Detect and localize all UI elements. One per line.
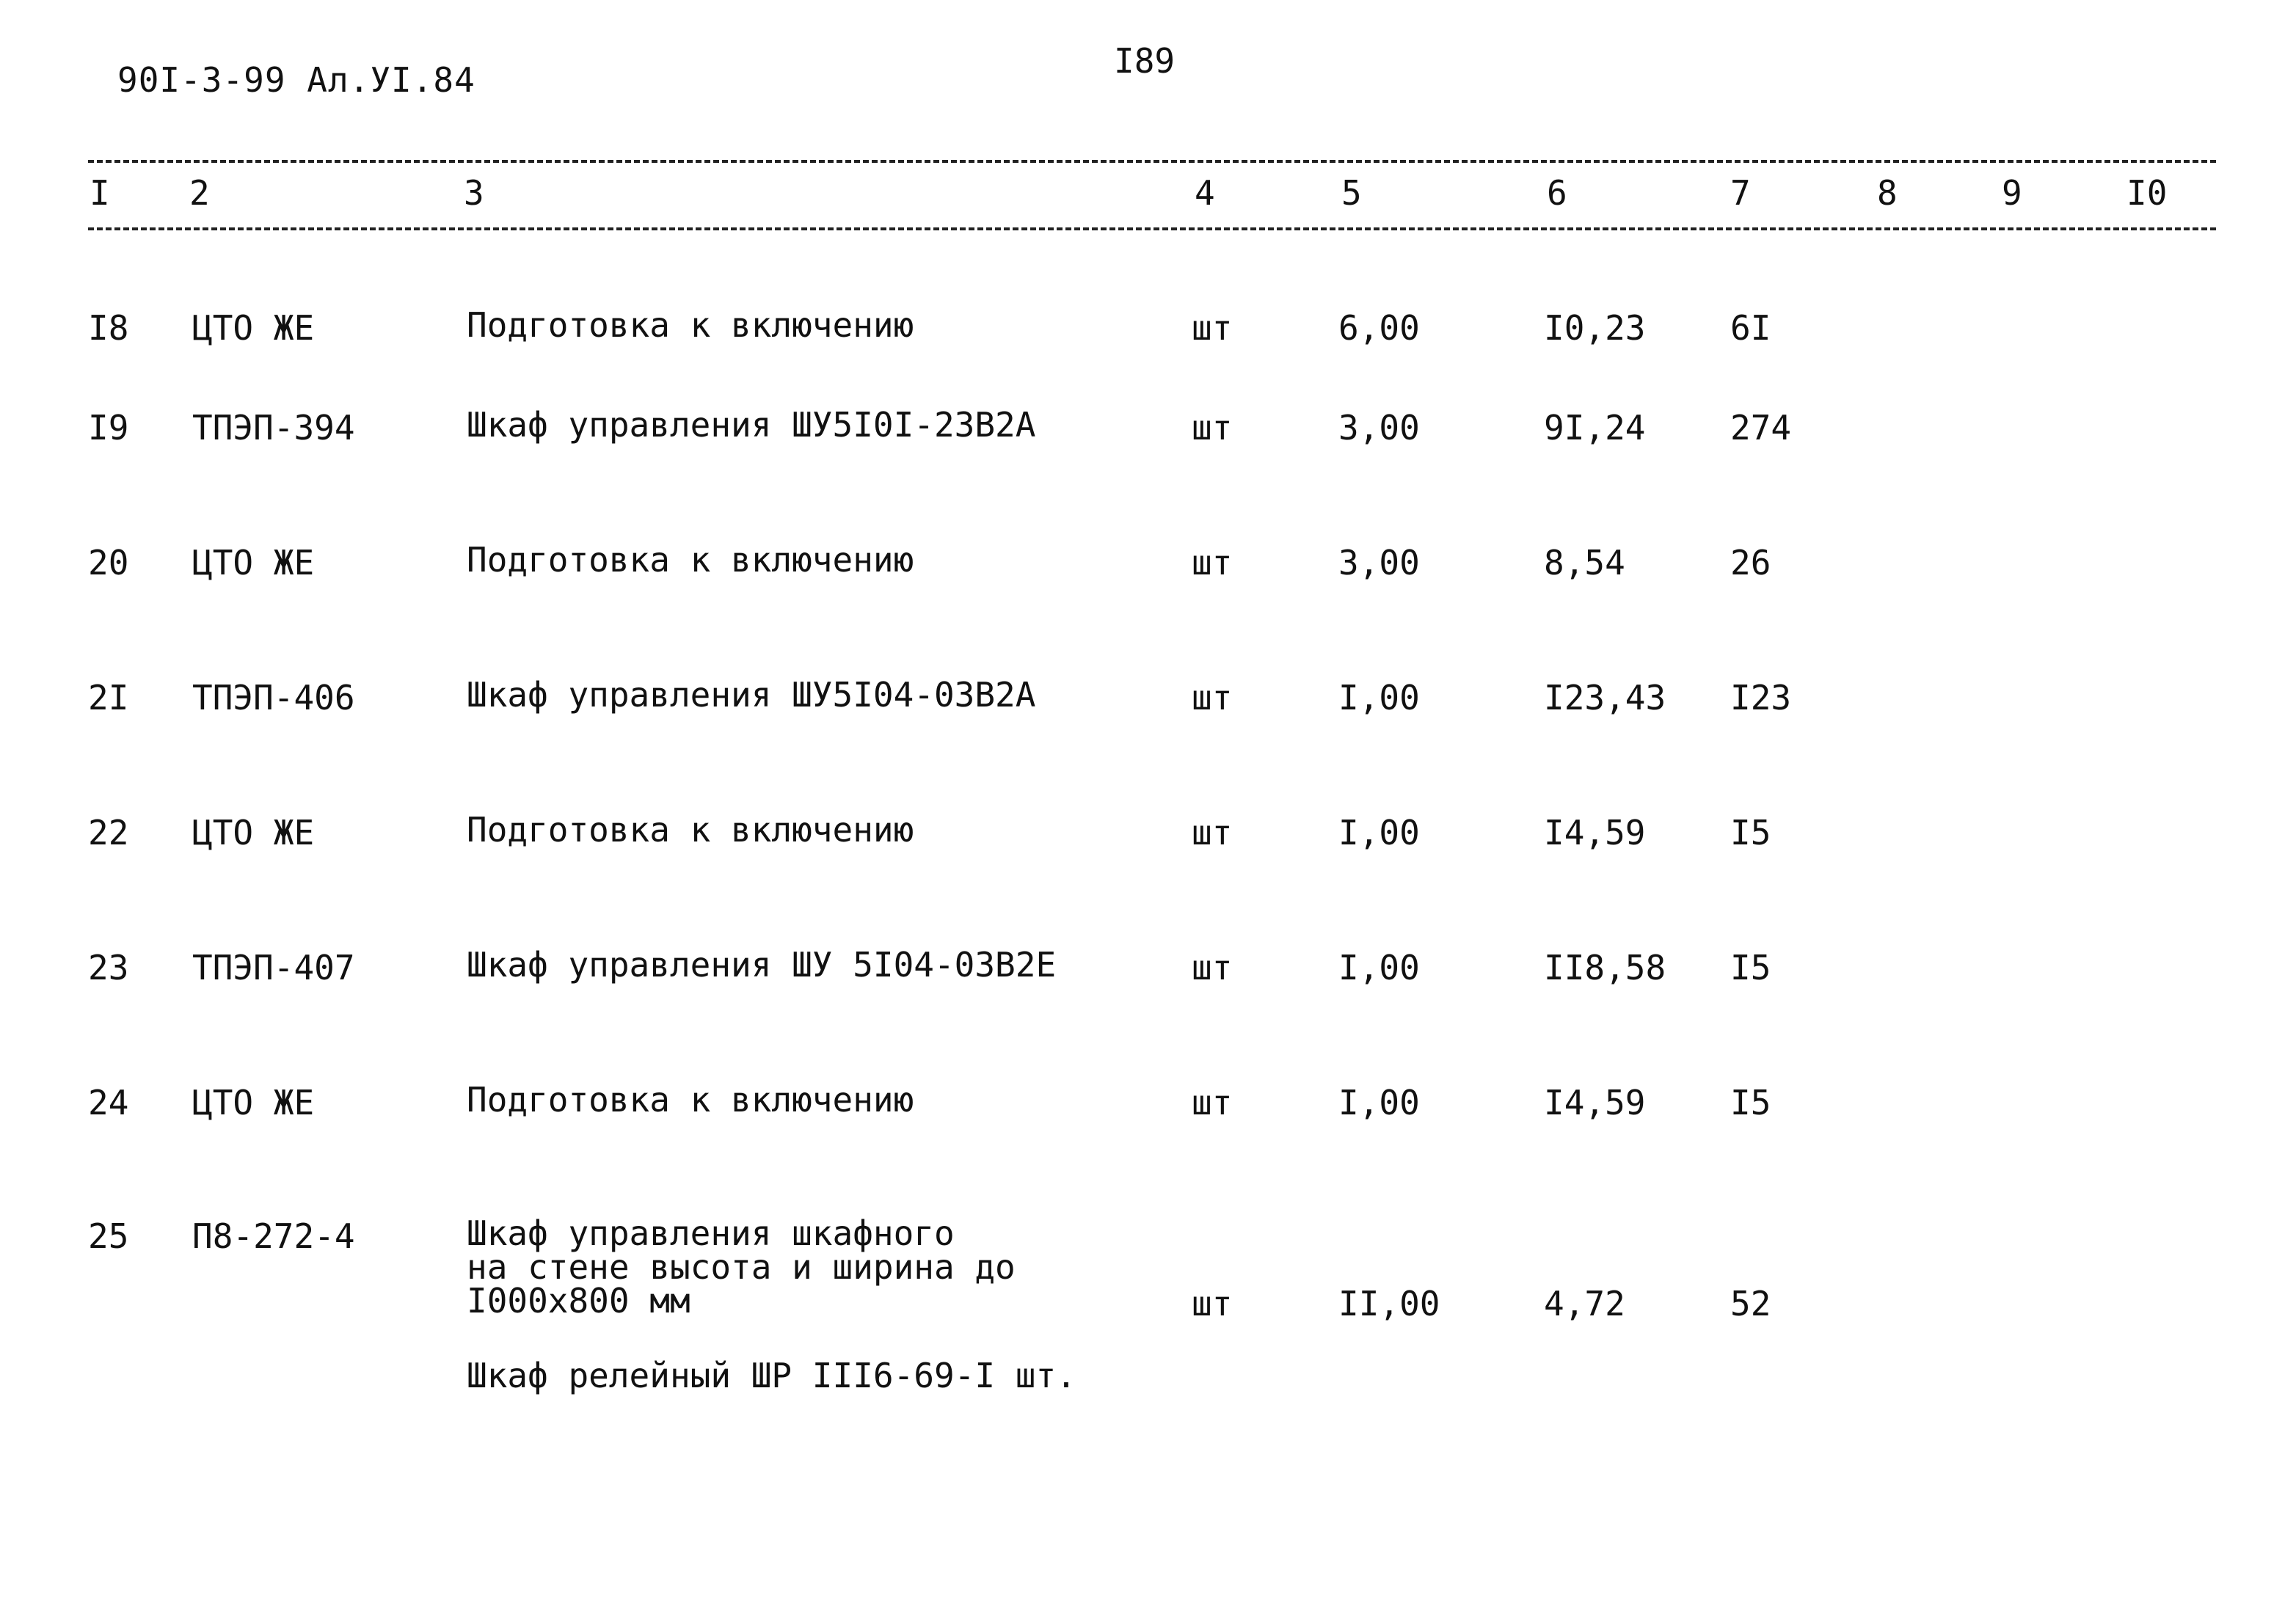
row-number: 20 [88, 543, 129, 583]
row-unit-price: I4,59 [1544, 813, 1646, 852]
row-unit-price: I0,23 [1544, 308, 1646, 348]
row-unit-price: 8,54 [1544, 543, 1625, 583]
row-quantity: 3,00 [1338, 408, 1420, 448]
row-unit: шт [1192, 308, 1233, 348]
table-top-rule [88, 160, 2216, 163]
row-number: 25 [88, 1216, 129, 1256]
row-unit: шт [1192, 678, 1233, 717]
row-code: ЦТО ЖЕ [192, 543, 315, 583]
row-description-line: Шкаф управления ШУ5I04-03В2А [467, 675, 1036, 715]
row-number: I9 [88, 408, 129, 448]
row-code: ЦТО ЖЕ [192, 1083, 315, 1122]
row-quantity: I,00 [1338, 813, 1420, 852]
row-quantity: I,00 [1338, 1083, 1420, 1122]
row-quantity: I,00 [1338, 948, 1420, 987]
column-header-7: 7 [1730, 173, 1751, 213]
row-description [467, 945, 1057, 985]
row-number: 24 [88, 1083, 129, 1122]
row-description-line: на стене высота и ширина до [467, 1247, 1016, 1287]
row-unit: шт [1192, 813, 1233, 852]
row-unit-price: I23,43 [1544, 678, 1666, 717]
row-description-line: Шкаф управления ШУ5I0I-23В2А [467, 405, 1036, 445]
row-code: ТПЭП-407 [192, 948, 355, 987]
row-description-line: Шкаф управления ШУ 5I04-03В2Е [467, 945, 1057, 985]
row-code: ТПЭП-394 [192, 408, 355, 448]
column-header-8: 8 [1877, 173, 1898, 213]
row-description [467, 405, 1036, 445]
column-header-6: 6 [1547, 173, 1567, 213]
row-quantity: I,00 [1338, 678, 1420, 717]
row-code: ЦТО ЖЕ [192, 813, 315, 852]
row-description-line: Подготовка к включению [467, 810, 914, 850]
row-total: 274 [1730, 408, 1792, 448]
row-unit-price: 4,72 [1544, 1284, 1625, 1323]
column-header-1: I [90, 173, 110, 213]
row-unit: шт [1192, 1083, 1233, 1122]
row-total: 52 [1730, 1284, 1771, 1323]
column-header-10: I0 [2126, 173, 2168, 213]
row-quantity: II,00 [1338, 1284, 1440, 1323]
column-header-5: 5 [1341, 173, 1362, 213]
row-description [467, 675, 1036, 715]
row-description [467, 1213, 1016, 1321]
row-number: 23 [88, 948, 129, 987]
row-unit-price: 9I,24 [1544, 408, 1646, 448]
column-header-2: 2 [189, 173, 210, 213]
row-description [467, 810, 914, 850]
row-number: I8 [88, 308, 129, 348]
row-total: I23 [1730, 678, 1792, 717]
row-unit: шт [1192, 408, 1233, 448]
column-header-4: 4 [1195, 173, 1215, 213]
document-code: 90I-3-99 Ал.УI.84 [117, 60, 475, 100]
footnote-relay-cabinet: Шкаф релейный ШР III6-69-I шт. [467, 1356, 1076, 1395]
row-total: 26 [1730, 543, 1771, 583]
row-total: I5 [1730, 813, 1771, 852]
row-code: ЦТО ЖЕ [192, 308, 315, 348]
row-description-line: Подготовка к включению [467, 305, 914, 345]
row-quantity: 3,00 [1338, 543, 1420, 583]
row-description [467, 1080, 914, 1120]
row-unit-price: II8,58 [1544, 948, 1666, 987]
column-header-9: 9 [2002, 173, 2022, 213]
column-header-3: 3 [464, 173, 484, 213]
row-quantity: 6,00 [1338, 308, 1420, 348]
row-description-line: I000x800 мм [467, 1281, 690, 1321]
row-description-line: Подготовка к включению [467, 1080, 914, 1120]
row-total: I5 [1730, 1083, 1771, 1122]
row-total: 6I [1730, 308, 1771, 348]
row-total: I5 [1730, 948, 1771, 987]
table-header-rule [88, 227, 2216, 230]
row-number: 2I [88, 678, 129, 717]
row-unit-price: I4,59 [1544, 1083, 1646, 1122]
row-code: П8-272-4 [192, 1216, 355, 1256]
row-description [467, 540, 914, 580]
row-code: ТПЭП-406 [192, 678, 355, 717]
row-description-line: Подготовка к включению [467, 540, 914, 580]
row-description [467, 305, 914, 345]
row-unit: шт [1192, 1284, 1233, 1323]
row-description-line: Шкаф управления шкафного [467, 1213, 955, 1253]
row-number: 22 [88, 813, 129, 852]
page-number: I89 [1114, 41, 1176, 81]
row-unit: шт [1192, 948, 1233, 987]
row-unit: шт [1192, 543, 1233, 583]
